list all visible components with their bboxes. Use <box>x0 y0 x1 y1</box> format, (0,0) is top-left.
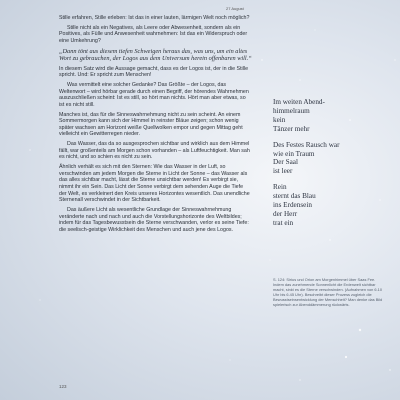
main-text-column <box>59 15 252 237</box>
poem-line: Im weiten Abend- <box>273 98 325 106</box>
poem-line: Tänzer mehr <box>273 124 310 133</box>
running-head: 27 August <box>226 6 244 11</box>
body-paragraph: Das äußere Licht als wesentliche Grundlage der Sinneswahrnehmung veränderte nach und nach und auch die Vorstellungshorizonte des Weltbildes; indem für das Tagesbewusstsein die Sterne verschwanden, verlor es seine Tiefe: die seelisch-geistige Wirklichkeit des Menschen und auch jene des Logos. <box>59 206 249 233</box>
body-paragraph: Manches ist, das für die Sinneswahrnehmung nicht zu sein scheint. An einem Sommermorgen kann sich der Himmel in reinster Bläue zeigen; schon wenig später wachsen am Horizont weiße Quellwolken empor und gegen Mittag geht vielleicht ein Gewitterregen nieder. <box>59 111 243 138</box>
photo-caption: S. 124: Sirius und Orion am Morgenhimmel über Saas Fee. Indem das zunehmende Sonnenlicht die Erdenwelt sichtbar macht, sinkt es die Sterne verschwinden. (Aufnahmen von 6.10 Uhr bis 6.45 Uhr). Beschreibt dieser Prozess zugleich die Bewusstseinsentwicklung der Menschheit? Man denke das Bild spielerisch zur Abenddämmerung rückwärts. <box>273 277 383 307</box>
body-paragraph: Stille nicht als ein Negatives, als Leere oder Abwesenheit, sondern als ein Positives, als Fülle und Anwesenheit wahrnehmen: Ist das ein Widerspruch oder eine Umkehrung? <box>59 24 248 44</box>
body-paragraph: Das Wasser, das da so ausgesprochen sichtbar und wirklich aus dem Himmel fällt, war großenteils am Morgen schon vorhanden – als Luftfeuchtigkeit. Man sah es nicht, und so schien es nicht zu sein. <box>59 141 250 161</box>
body-paragraph: Ähnlich verhält es sich mit den Sternen: Wie das Wasser in der Luft, so verschwinden am jedem Morgen die Sterne in Licht der Sonne – das Wasser als das alles sichtbar macht, lässt die Sterne unsichtbar werden! Es verbirgt sie, nimmt ihr ein Sein. Das Licht der Sonne verbirgt dem sehenden Auge die Tiefe der Welt, es verkleinert den Kreis unseres Horizontes wesentlich. Das unendliche Sternenall verschwindet in der Sichtbarkeit. <box>59 164 250 204</box>
poem <box>273 98 383 235</box>
poem-line: himmelraum <box>273 106 310 115</box>
poem-line: sternt das Blau <box>273 192 316 201</box>
poem-line: Der Saal <box>273 158 298 167</box>
poem-line: wie ein Traum <box>273 149 315 158</box>
poem-stanza <box>273 141 383 177</box>
body-paragraph: Was vermittelt eine solcher Gedanke? Das Größte – der Logos, das Weltenwort – wird hörbar gerade durch einen Begriff, der hörendes Wahrnehmen auszuschließen scheint: Ist es still, so hört man nichts. Hört man aber etwas, so ist es nicht still. <box>59 82 249 108</box>
quote-paragraph: „Dann tönt aus diesem tiefen Schweigen heraus das, was uns, um ein altes Wort zu gebrauchen, der Logos aus dem Universum herein offenbaren will.“ <box>59 47 252 63</box>
poem-line: ins Erdensein <box>273 201 312 210</box>
page-number: 123 <box>59 384 67 389</box>
poem-line: der Herr <box>273 209 298 218</box>
poem-line: Des Festes Rausch war <box>273 140 340 149</box>
body-paragraph: In diesem Satz wird die Aussage gemacht, dass es der Logos ist, der in die Stille spricht. Und: Er spricht zum Menschen! <box>59 65 249 79</box>
poem-line: kein <box>273 115 286 124</box>
poem-line: ist leer <box>273 167 293 176</box>
body-paragraph: Stille erfahren, Stille erleben: Ist das in einer lauten, lärmigen Welt noch möglich? <box>59 15 250 21</box>
poem-line: trat ein <box>273 218 294 227</box>
poem-line: Rein <box>273 183 287 192</box>
poem-stanza <box>273 98 383 134</box>
poem-stanza <box>273 183 383 228</box>
